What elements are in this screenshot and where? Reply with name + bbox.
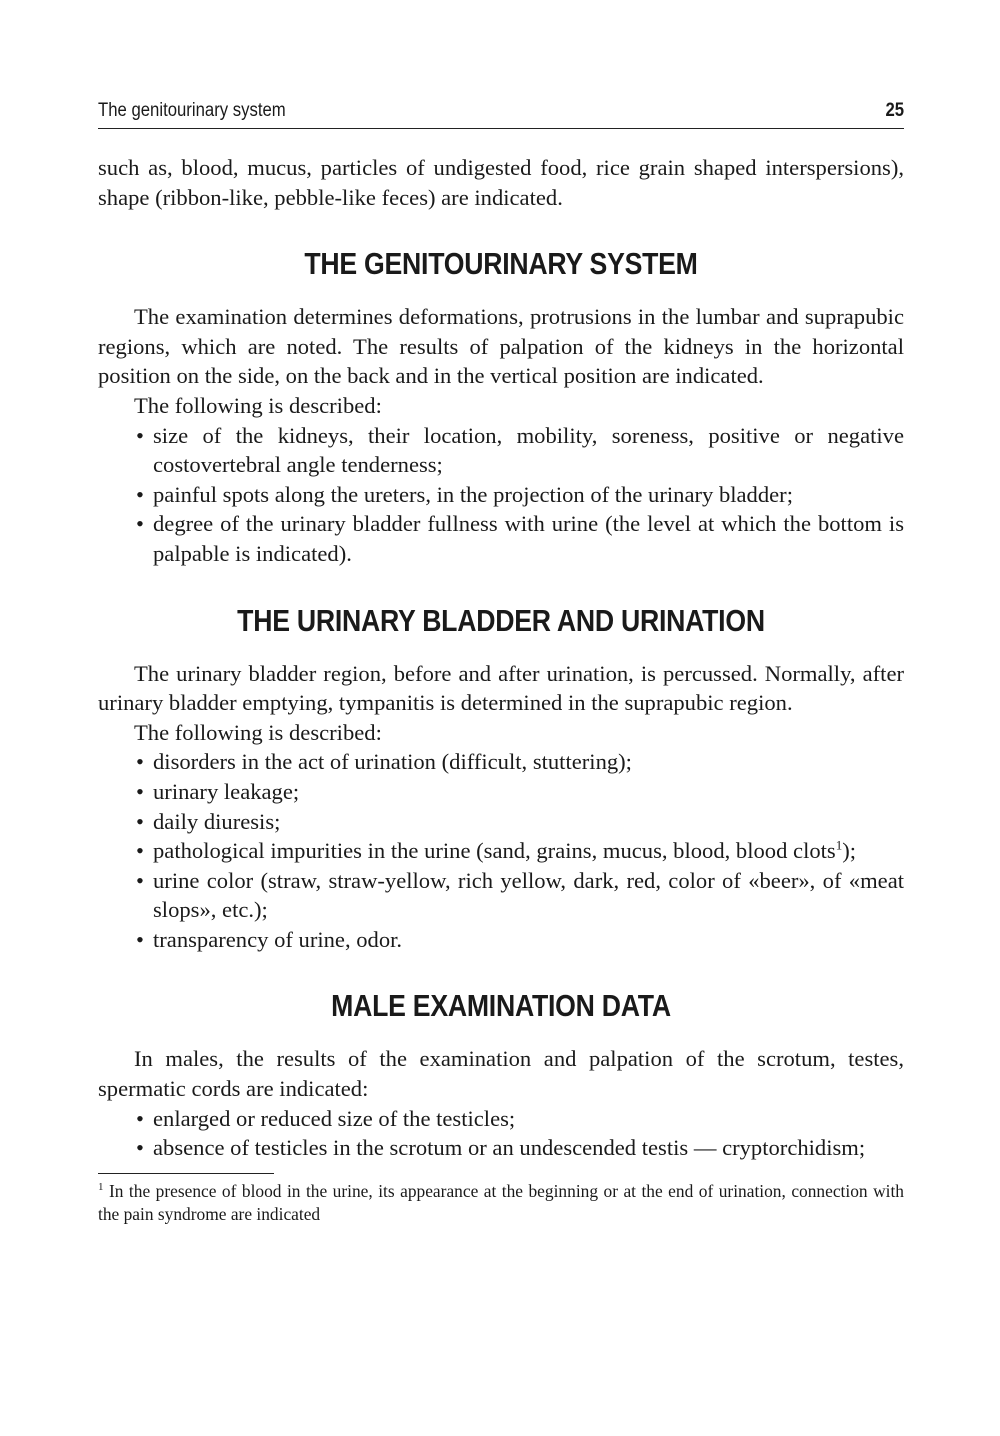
list-item: • degree of the urinary bladder fullness with urine (the level at which the bottom is palpable is indicated). bbox=[136, 511, 904, 566]
bullet-icon: • bbox=[136, 1135, 144, 1161]
bladder-described-label: The following is described: bbox=[134, 719, 382, 745]
footnote-reference: 1 bbox=[835, 837, 843, 853]
genitourinary-bullet-list bbox=[98, 421, 904, 569]
footnote-rule bbox=[98, 1173, 274, 1174]
bullet-icon: • bbox=[136, 422, 144, 448]
list-item: • urine color (straw, straw-yellow, rich yellow, dark, red, color of «beer», of «meat slops», etc.); bbox=[136, 867, 904, 923]
bullet-icon: • bbox=[136, 838, 144, 864]
section-heading-genitourinary: THE GENITOURINARY SYSTEM bbox=[304, 246, 698, 282]
list-item: • urinary leakage; bbox=[136, 777, 904, 807]
bullet-icon: • bbox=[136, 511, 144, 537]
bullet-icon: • bbox=[136, 808, 144, 834]
list-item: • absence of testicles in the scrotum or an undescended testis — cryptorchidism; bbox=[136, 1133, 904, 1163]
list-item: • size of the kidneys, their location, mobility, soreness, positive or negative costovertebral angle tenderness; bbox=[136, 422, 904, 478]
page-number: 25 bbox=[885, 100, 905, 121]
genitourinary-described-label: The following is described: bbox=[134, 392, 382, 418]
list-item: • transparency of urine, odor. bbox=[136, 925, 904, 955]
section-heading-bladder: THE URINARY BLADDER AND URINATION bbox=[237, 602, 765, 638]
list-item: • disorders in the act of urination (difficult, stuttering); bbox=[136, 747, 904, 777]
genitourinary-paragraph: The examination determines deformations, protrusions in the lumbar and suprapubic regions, which are noted. The results of palpation of the kidneys in the horizontal position on the side, on the back and in the vertical position are indicated. bbox=[98, 304, 904, 389]
footnote-text: In the presence of blood in the urine, its appearance at the beginning or at the end of urination, connection with the pain syndrome are indicated bbox=[98, 1180, 904, 1224]
intro-paragraph: such as, blood, mucus, particles of undigested food, rice grain shaped interspersions), shape (ribbon-like, pebble-like feces) are indicated. bbox=[98, 155, 904, 210]
bullet-icon: • bbox=[136, 778, 144, 804]
list-item: • pathological impurities in the urine (sand, grains, mucus, blood, blood clots$^1$); bbox=[136, 836, 904, 866]
running-head bbox=[98, 98, 904, 128]
book-page bbox=[98, 98, 904, 1243]
header-rule bbox=[98, 128, 904, 129]
bladder-paragraph: The urinary bladder region, before and after urination, is percussed. Normally, after urinary bladder emptying, tympanitis is determined in the suprapubic region. bbox=[98, 660, 904, 716]
bullet-icon: • bbox=[136, 926, 144, 952]
section-heading-male: MALE EXAMINATION DATA bbox=[331, 988, 671, 1024]
footnote-mark: 1 bbox=[98, 1181, 104, 1194]
bullet-icon: • bbox=[136, 481, 144, 507]
bullet-icon: • bbox=[136, 867, 144, 893]
running-title: The genitourinary system bbox=[98, 100, 286, 121]
bullet-icon: • bbox=[136, 749, 144, 775]
list-item: • daily diuresis; bbox=[136, 807, 904, 837]
footnote bbox=[98, 1180, 904, 1226]
bladder-bullet-list bbox=[98, 747, 904, 954]
male-paragraph: In males, the results of the examination and palpation of the scrotum, testes, spermatic cords are indicated: bbox=[98, 1046, 904, 1102]
list-item: • painful spots along the ureters, in the projection of the urinary bladder; bbox=[136, 480, 904, 510]
male-bullet-list bbox=[98, 1104, 904, 1163]
bullet-icon: • bbox=[136, 1105, 144, 1131]
list-item: • enlarged or reduced size of the testicles; bbox=[136, 1104, 904, 1134]
